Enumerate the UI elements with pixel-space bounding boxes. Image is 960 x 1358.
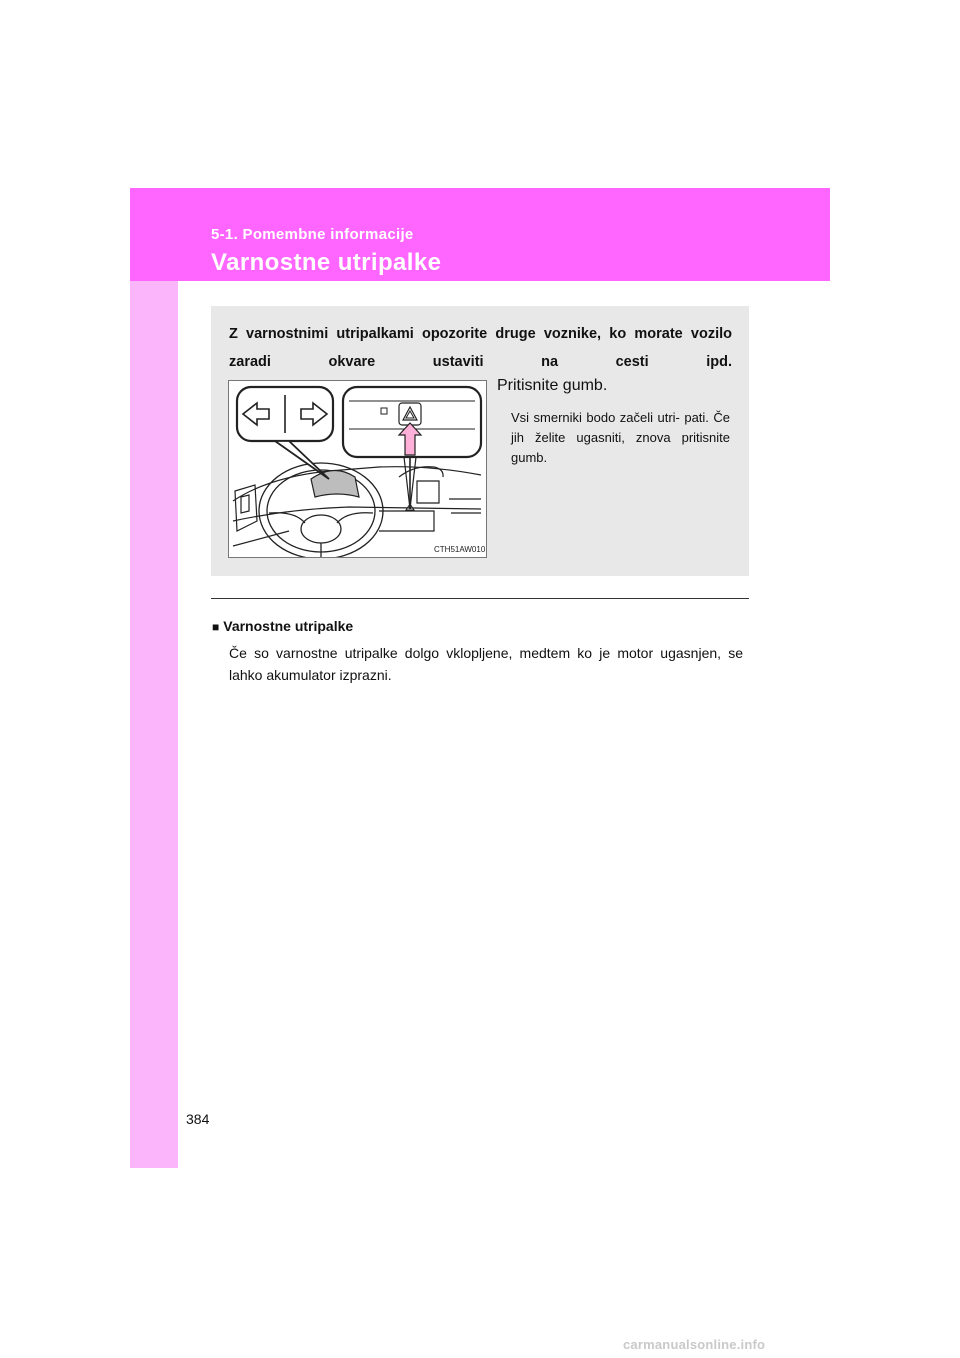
note-body: Če so varnostne utripalke dolgo vklopljene, medtem ko je motor ugasnjen, se lahko akumulator izprazni.: [229, 645, 743, 683]
page-number: 384: [186, 1111, 210, 1127]
step-heading: Pritisnite gumb.: [497, 377, 608, 394]
intro-text: Z varnostnimi utripalkami opozorite druge voznike, ko morate vozilo zaradi okvare ustaviti na cesti ipd.: [229, 326, 732, 370]
note-bullet: ■: [212, 620, 220, 634]
step-body: Vsi smerniki bodo začeli utri- pati. Če jih želite ugasniti, znova pritisnite gumb.: [511, 410, 730, 465]
watermark: carmanualsonline.info: [623, 1337, 766, 1352]
page-title: Varnostne utripalke: [211, 249, 442, 276]
side-strip: [130, 188, 178, 1168]
figure-code: CTH51AW010: [434, 545, 486, 554]
section-divider: [211, 598, 749, 599]
hazard-switch-illustration: [228, 380, 487, 558]
note-title-text: Varnostne utripalke: [223, 618, 354, 634]
section-label: 5-1. Pomembne informacije: [211, 226, 414, 243]
note-title: [212, 618, 353, 634]
